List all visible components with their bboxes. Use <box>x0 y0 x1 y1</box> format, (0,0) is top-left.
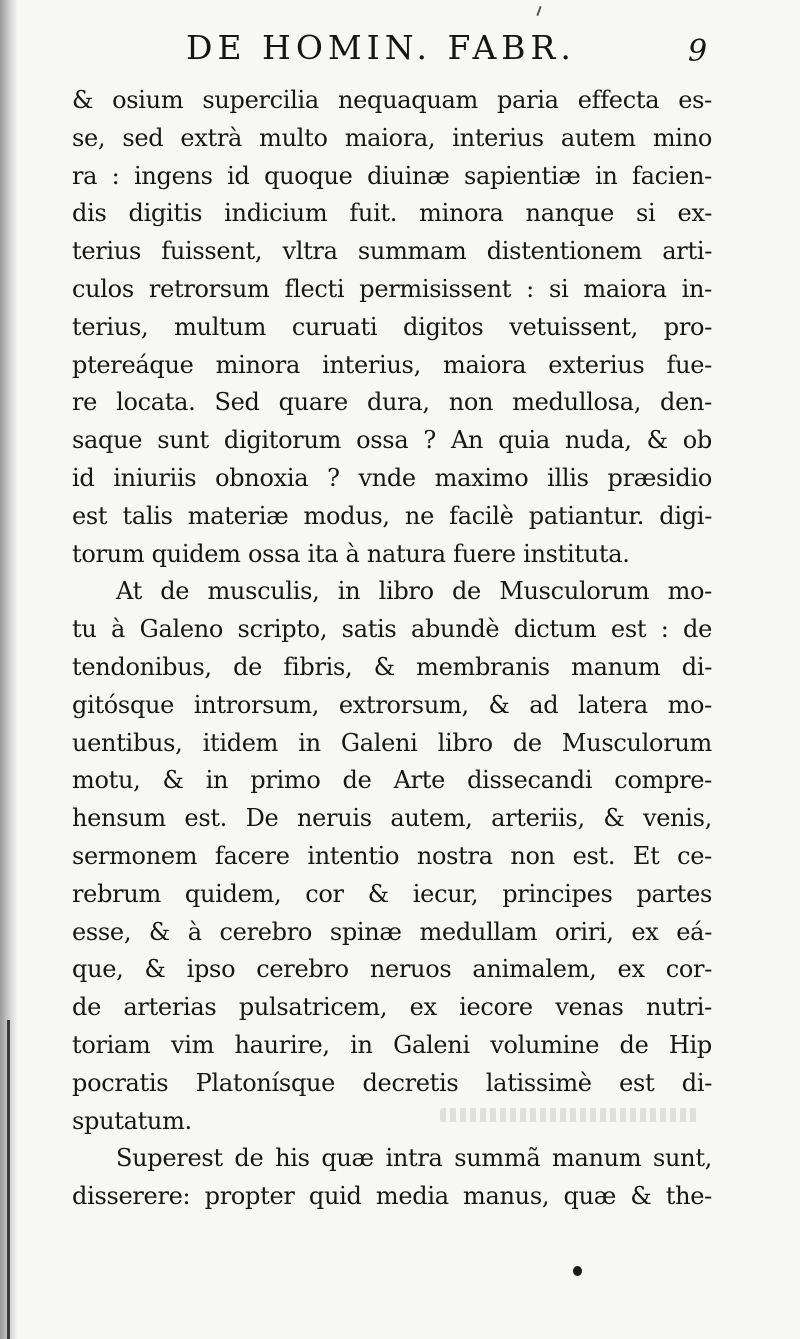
text-line: dis digitis indicium fuit. minora nanque si ex- <box>72 199 712 228</box>
text-line: est talis materiæ modus, ne facilè patiantur. digi- <box>72 501 712 530</box>
text-line: esse, & à cerebro spinæ medullam oriri, ex eá- <box>72 917 712 946</box>
text-line: re locata. Sed quare dura, non medullosa, den- <box>72 388 712 417</box>
text-line: se, sed extrà multo maiora, interius autem mino <box>72 123 712 152</box>
text-line: tu à Galeno scripto, satis abundè dictum est : de <box>72 615 712 644</box>
bleed-through-text <box>440 1108 700 1122</box>
text-line: toriam vim haurire, in Galeni volumine de Hip <box>72 1030 712 1059</box>
binding-edge-line <box>7 1020 10 1339</box>
text-line: pocratis Platonísque decretis latissimè est di- <box>72 1068 712 1097</box>
text-line: motu, & in primo de Arte dissecandi compre- <box>72 766 712 795</box>
running-head-title: DE HOMIN. FABR. <box>186 28 576 67</box>
text-line: At de musculis, in libro de Musculorum mo- <box>116 577 712 606</box>
text-line: tendonibus, de fibris, & membranis manum di- <box>72 652 712 681</box>
text-line: sputatum. <box>72 1106 192 1135</box>
text-line: sermonem facere intentio nostra non est. Et ce- <box>72 841 712 870</box>
text-line: de arterias pulsatricem, ex iecore venas nutri- <box>72 993 712 1022</box>
text-line: disserere: propter quid media manus, quæ & the- <box>72 1182 712 1211</box>
text-line: gitósque introrsum, extrorsum, & ad latera mo- <box>72 690 712 719</box>
text-line: que, & ipso cerebro neruos animalem, ex cor- <box>72 955 712 984</box>
text-line: rebrum quidem, cor & iecur, principes partes <box>72 879 712 908</box>
text-line: id iniuriis obnoxia ? vnde maximo illis præsidio <box>72 463 712 492</box>
text-line: terius fuissent, vltra summam distentionem arti- <box>72 237 712 266</box>
text-line: hensum est. De neruis autem, arteriis, & venis, <box>72 804 712 833</box>
body-text <box>72 82 712 1216</box>
text-line: terius, multum curuati digitos vetuissent, pro- <box>72 312 712 341</box>
text-line: ra : ingens id quoque diuinæ sapientiæ in facien- <box>72 161 712 190</box>
text-line: ptereáque minora interius, maiora exterius fue- <box>72 350 712 379</box>
text-line: & osium supercilia nequaquam paria effecta es- <box>72 86 712 114</box>
running-head <box>0 28 800 88</box>
text-line: saque sunt digitorum ossa ? An quia nuda, & ob <box>72 426 712 455</box>
text-line: torum quidem ossa ita à natura fuere instituta. <box>72 539 630 568</box>
ink-spot <box>573 1266 582 1276</box>
text-line: Superest de his quæ intra summã manum sunt, <box>116 1144 712 1173</box>
text-line: uentibus, itidem in Galeni libro de Musculorum <box>72 728 712 757</box>
stray-ink-mark <box>536 6 541 16</box>
page-number: 9 <box>688 34 708 69</box>
text-line: culos retrorsum flecti permisissent : si maiora in- <box>72 274 712 303</box>
